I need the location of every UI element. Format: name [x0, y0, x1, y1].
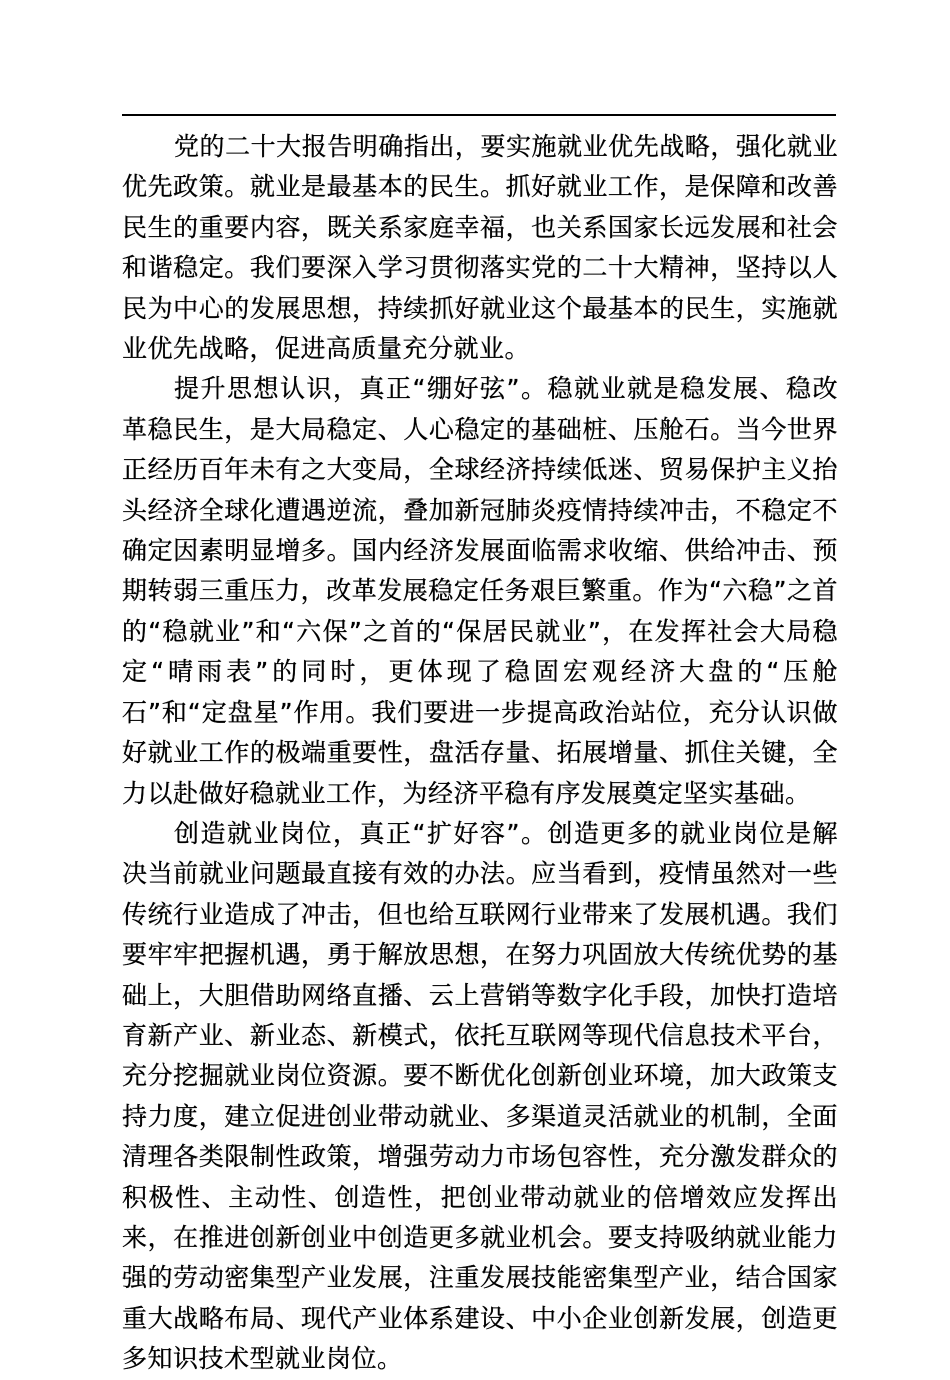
header-rule — [122, 114, 836, 116]
paragraph-3: 创造就业岗位，真正“扩好容”。创造更多的就业岗位是解决当前就业问题最直接有效的办法。应当看到，疫情虽然对一些传统行业造成了冲击，但也给互联网行业带来了发展机遇。我们要牢牢把握机遇，勇于解放思想，在努力巩固放大传统优势的基础上，大胆借助网络直播、云上营销等数字化手段，加快打造培育新产业、新业态、新模式，依托互联网等现代信息技术平台，充分挖掘就业岗位资源。要不断优化创新创业环境，加大政策支持力度，建立促进创业带动就业、多渠道灵活就业的机制，全面清理各类限制性政策，增强劳动力市场包容性，充分激发群众的积极性、主动性、创造性，把创业带动就业的倍增效应发挥出来，在推进创新创业中创造更多就业机会。要支持吸纳就业能力强的劳动密集型产业发展，注重发展技能密集型产业，结合国家重大战略布局、现代产业体系建设、中小企业创新发展，创造更多知识技术型就业岗位。 — [122, 818, 838, 1374]
document-body — [122, 127, 838, 1380]
paragraph-2: 提升思想认识，真正“绷好弦”。稳就业就是稳发展、稳改革稳民生，是大局稳定、人心稳定的基础桩、压舱石。当今世界正经历百年未有之大变局，全球经济持续低迷、贸易保护主义抬头经济全球化遭遇逆流，叠加新冠肺炎疫情持续冲击，不稳定不确定因素明显增多。国内经济发展面临需求收缩、供给冲击、预期转弱三重压力，改革发展稳定任务艰巨繁重。作为“六稳”之首的“稳就业”和“六保”之首的“保居民就业”，在发挥社会大局稳定“晴雨表”的同时，更体现了稳固宏观经济大盘的“压舱石”和“定盘星”作用。我们要进一步提高政治站位，充分认识做好就业工作的极端重要性，盘活存量、拓展增量、抓住关键，全力以赴做好稳就业工作，为经济平稳有序发展奠定坚实基础。 — [122, 374, 838, 808]
paragraph-1: 党的二十大报告明确指出，要实施就业优先战略，强化就业优先政策。就业是最基本的民生。抓好就业工作，是保障和改善民生的重要内容，既关系家庭幸福，也关系国家长远发展和社会和谐稳定。我们要深入学习贯彻落实党的二十大精神，坚持以人民为中心的发展思想，持续抓好就业这个最基本的民生，实施就业优先战略，促进高质量充分就业。 — [122, 132, 838, 364]
